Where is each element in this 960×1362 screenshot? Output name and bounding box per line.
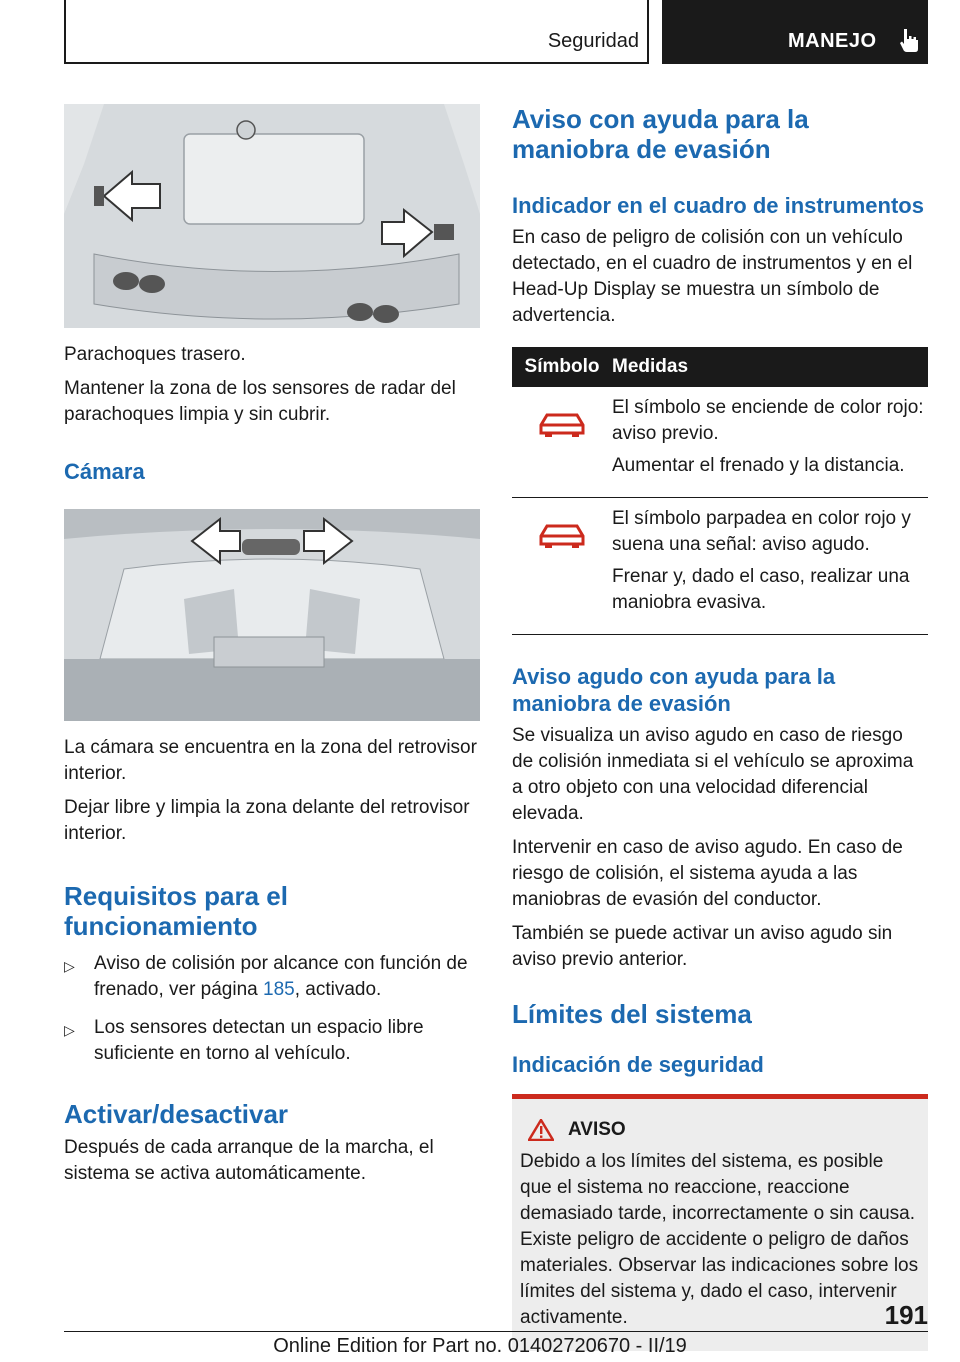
page-number: 191 — [884, 1300, 928, 1330]
table-row — [512, 387, 928, 498]
table-row — [512, 498, 928, 635]
edition-footer: Online Edition for Part no. 01402720670 - II/19 — [273, 1335, 687, 1357]
footer-divider — [64, 1331, 928, 1332]
acute-text-3: También se puede activar un aviso agudo sin aviso previo anterior. — [512, 923, 893, 970]
measure-text: El símbolo parpadea en color rojo y suena una señal: aviso agudo. — [612, 508, 911, 555]
col-measures-header: Medidas — [612, 347, 928, 387]
main-heading: Aviso con ayuda para la maniobra de evasión — [512, 104, 809, 164]
camera-text-1: La cámara se encuentra en la zona del retrovisor interior. — [64, 737, 477, 784]
header-chapter-title: MANEJO — [788, 30, 877, 52]
rear-bumper-image — [64, 104, 480, 328]
list-item-text: Aviso de colisión por alcance con función de frenado, ver página 185, activado. — [94, 953, 468, 1000]
table-header-row — [512, 347, 928, 387]
car-warning-icon — [537, 520, 587, 550]
camera-text-2: Dejar libre y limpia la zona delante del retrovisor interior. — [64, 797, 470, 844]
intro-text: En caso de peligro de colisión con un vehículo detectado, en el cuadro de instrumentos y en el Head-Up Display se muestra un símbolo de advertencia. — [512, 227, 913, 326]
symbol-cell — [512, 498, 612, 635]
list-item — [64, 1015, 480, 1067]
symbol-cell — [512, 387, 612, 498]
page-link[interactable]: 185 — [263, 979, 295, 1000]
steering-hand-icon — [898, 27, 920, 53]
left-column — [64, 104, 480, 1187]
acute-text-1: Se visualiza un aviso agudo en caso de riesgo de colisión inmediata si el vehículo se aproxima a otro objeto con una velocidad diferencial elevada. — [512, 725, 914, 824]
camera-interior-illustration — [64, 509, 480, 721]
acute-text-2: Intervenir en caso de aviso agudo. En caso de riesgo de colisión, el sistema ayuda a las maniobras de evasión del conductor. — [512, 837, 903, 910]
header-chapter-box — [662, 0, 928, 64]
camera-image — [64, 509, 480, 721]
bullet-triangle-icon: ▷ — [64, 1022, 75, 1038]
activate-text: Después de cada arranque de la marcha, el sistema se activa automáticamente. — [64, 1137, 434, 1184]
limits-heading: Límites del sistema — [512, 999, 752, 1029]
measures-cell — [612, 498, 928, 635]
activate-heading: Activar/desactivar — [64, 1099, 289, 1129]
car-warning-icon — [537, 409, 587, 439]
sub-heading: Indicador en el cuadro de instrumentos — [512, 193, 924, 218]
header-section-title: Seguridad — [547, 30, 639, 52]
requirements-heading: Requisitos para el funcionamiento — [64, 881, 288, 941]
col-symbol-header: Símbolo — [512, 347, 612, 387]
measure-text: Frenar y, dado el caso, realizar una maniobra evasiva. — [612, 566, 910, 613]
bumper-caption: Parachoques trasero. — [64, 344, 246, 365]
list-item-text: Los sensores detectan un espacio libre suficiente en torno al vehículo. — [94, 1017, 424, 1064]
symbol-table — [512, 347, 928, 635]
warning-box — [512, 1094, 928, 1351]
warning-text: Debido a los límites del sistema, es posible que el sistema no reaccione, reaccione demasiado tarde, incorrectamente o sin causa. Existe peligro de accidente o peligro de daños materiales. Observar las indicaciones sobre los límites del sistema y, dado el caso, intervenir activamente. — [520, 1151, 919, 1328]
warning-triangle-icon — [528, 1119, 554, 1141]
measure-text: El símbolo se enciende de color rojo: aviso previo. — [612, 397, 924, 444]
rear-bumper-illustration — [64, 104, 480, 328]
camera-heading: Cámara — [64, 459, 145, 484]
page-header — [64, 0, 928, 64]
bumper-text: Mantener la zona de los sensores de radar del parachoques limpia y sin cubrir. — [64, 378, 456, 425]
warning-title: AVISO — [568, 1119, 626, 1140]
acute-heading: Aviso agudo con ayuda para la maniobra de evasión — [512, 664, 836, 716]
warning-title-row — [520, 1119, 920, 1141]
measures-cell — [612, 387, 928, 498]
header-section-box — [64, 0, 649, 64]
safety-heading: Indicación de seguridad — [512, 1052, 764, 1077]
bullet-triangle-icon: ▷ — [64, 958, 75, 974]
right-column — [512, 104, 928, 1351]
list-item — [64, 951, 480, 1003]
measure-text: Aumentar el frenado y la distancia. — [612, 455, 905, 476]
